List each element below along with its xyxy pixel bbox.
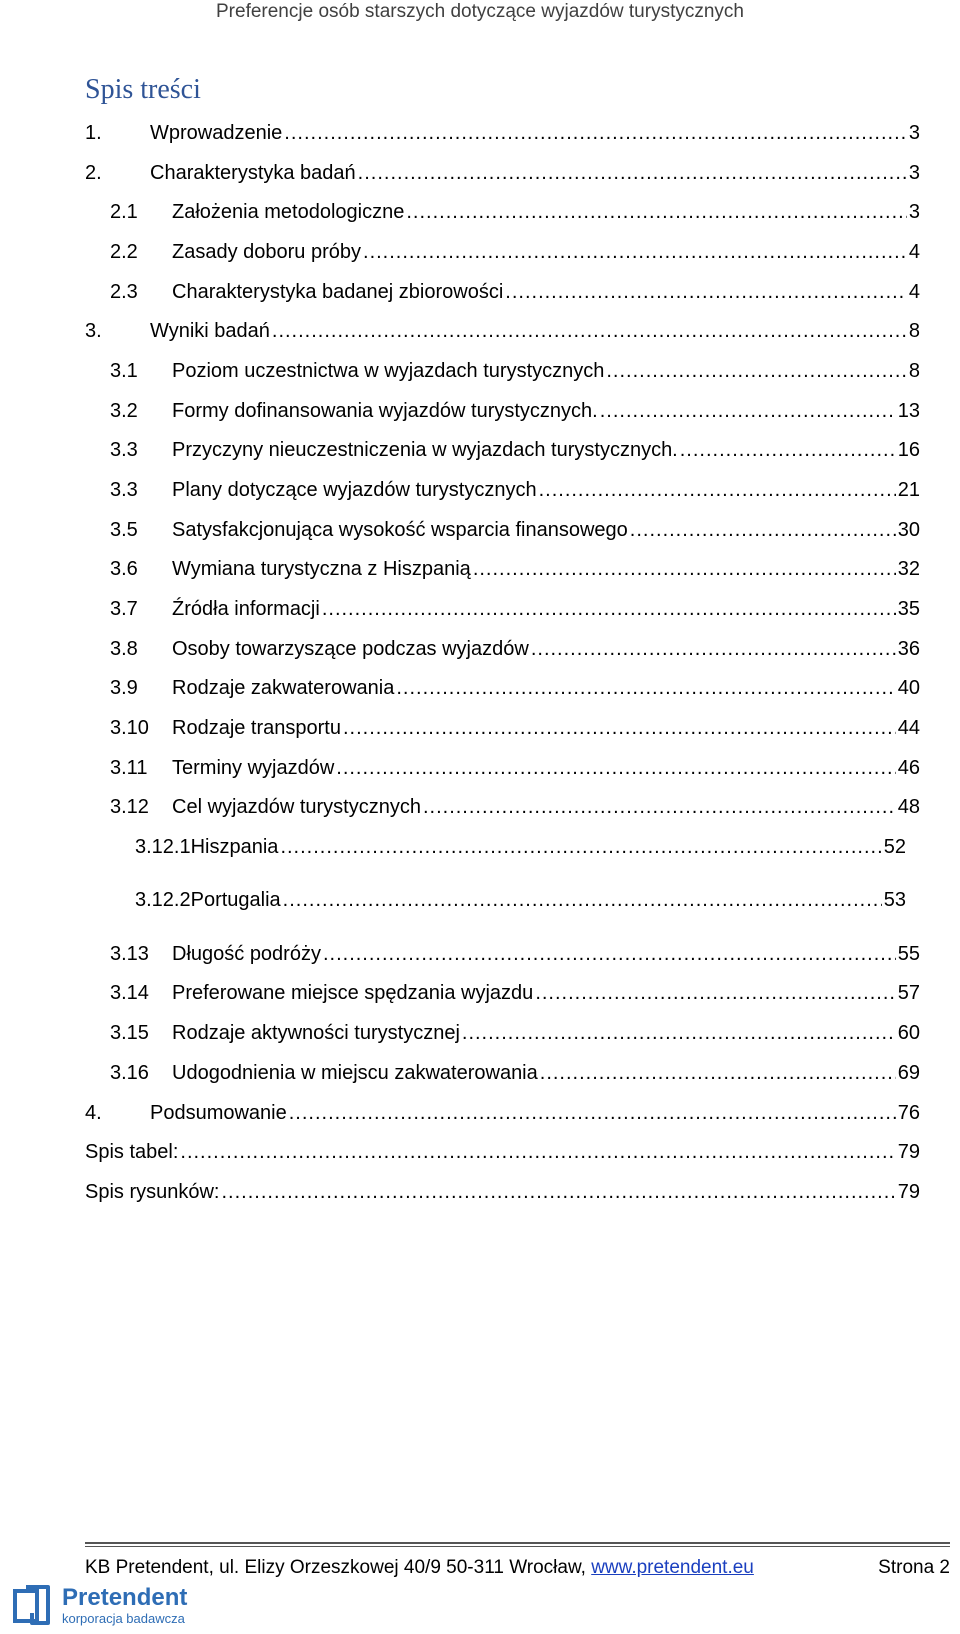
toc-entry-number: 2.1 <box>110 201 138 223</box>
toc-entry-page: 3 <box>908 122 920 144</box>
toc-entry-number: 3.14 <box>110 982 149 1004</box>
toc-entry-page: 3 <box>908 201 920 223</box>
toc-entry-title: Podsumowanie <box>150 1102 287 1124</box>
toc-entry-page: 16 <box>897 439 920 461</box>
toc-entry-number: 3.11 <box>110 757 148 779</box>
toc-leader-dots <box>473 553 896 585</box>
toc-entry[interactable] <box>110 977 920 1009</box>
toc-entry-page: 13 <box>897 400 920 422</box>
toc-entry-title: Poziom uczestnictwa w wyjazdach turystycznych <box>172 360 605 382</box>
toc-entry-page: 79 <box>897 1181 920 1203</box>
toc-entry[interactable] <box>85 1097 920 1129</box>
toc-entry[interactable] <box>110 791 920 823</box>
toc-entry-number: 3.12.1 <box>135 836 191 858</box>
logo-name: Pretendent <box>62 1584 188 1611</box>
toc-entry-number: 3.2 <box>110 400 138 422</box>
footer-page-number: Strona 2 <box>878 1557 950 1578</box>
toc-entry-number: 2.3 <box>110 281 138 303</box>
toc-entry-page: 76 <box>897 1102 920 1124</box>
toc-entry-title: Rodzaje aktywności turystycznej <box>172 1022 460 1044</box>
toc-entry-title: Spis rysunków: <box>85 1181 220 1203</box>
toc-entry-title: Portugalia <box>190 889 281 911</box>
toc-leader-dots <box>531 633 896 665</box>
pretendent-logo <box>12 1582 212 1630</box>
toc-leader-dots <box>280 831 881 863</box>
toc-entry-page: 48 <box>897 796 920 818</box>
toc-leader-dots <box>283 884 882 916</box>
toc-leader-dots <box>272 315 907 347</box>
toc-entry-number: 3.3 <box>110 479 138 501</box>
toc-entry[interactable] <box>110 276 920 308</box>
toc-entry-title: Rodzaje zakwaterowania <box>172 677 395 699</box>
toc-entry[interactable] <box>135 831 906 863</box>
toc-entry-number: 3.7 <box>110 598 138 620</box>
toc-entry-page: 46 <box>897 757 920 779</box>
toc-entry-number: 3.6 <box>110 558 138 580</box>
toc-entry[interactable] <box>135 884 906 916</box>
logo-subtitle: korporacja badawcza <box>62 1611 185 1626</box>
toc-entry-page: 60 <box>897 1022 920 1044</box>
toc-leader-dots <box>322 593 896 625</box>
toc-entry-title: Udogodnienia w miejscu zakwaterowania <box>172 1062 538 1084</box>
toc-entry-page: 21 <box>897 479 920 501</box>
toc-entry[interactable] <box>110 1057 920 1089</box>
toc-entry-title: Przyczyny nieuczestniczenia w wyjazdach turystycznych. <box>172 439 678 461</box>
toc-leader-dots <box>343 712 896 744</box>
toc-entry-title: Terminy wyjazdów <box>172 757 335 779</box>
toc-entry[interactable] <box>85 1136 920 1168</box>
toc-entry[interactable] <box>110 752 920 784</box>
toc-entry-page: 57 <box>897 982 920 1004</box>
toc-entry-title: Spis tabel: <box>85 1141 179 1163</box>
toc-leader-dots <box>540 1057 896 1089</box>
toc-entry-number: 3.16 <box>110 1062 149 1084</box>
toc-leader-dots <box>600 395 896 427</box>
toc-entry-page: 79 <box>897 1141 920 1163</box>
toc-entry-title: Zasady doboru próby <box>172 241 362 263</box>
toc-entry-page: 44 <box>897 717 920 739</box>
toc-entry[interactable] <box>110 514 920 546</box>
toc-entry-number: 3.10 <box>110 717 149 739</box>
toc-leader-dots <box>396 672 895 704</box>
toc-entry-number: 4. <box>85 1102 102 1124</box>
toc-entry-page: 8 <box>908 320 920 342</box>
toc-entry-title: Wyniki badań <box>150 320 270 342</box>
toc-entry-page: 8 <box>908 360 920 382</box>
footer-website-link[interactable]: www.pretendent.eu <box>591 1557 754 1578</box>
toc-entry-number: 2.2 <box>110 241 138 263</box>
toc-entry-title: Wprowadzenie <box>150 122 283 144</box>
toc-leader-dots <box>180 1136 895 1168</box>
toc-entry-page: 4 <box>908 241 920 263</box>
toc-entry-page: 69 <box>897 1062 920 1084</box>
toc-entry[interactable] <box>110 434 920 466</box>
toc-entry-page: 3 <box>908 162 920 184</box>
toc-entry-title: Preferowane miejsce spędzania wyjazdu <box>172 982 534 1004</box>
toc-entry-title: Osoby towarzyszące podczas wyjazdów <box>172 638 529 660</box>
toc-entry[interactable] <box>110 196 920 228</box>
toc-entry[interactable] <box>110 938 920 970</box>
toc-entry[interactable] <box>110 1017 920 1049</box>
toc-entry[interactable] <box>110 236 920 268</box>
toc-entry-title: Cel wyjazdów turystycznych <box>172 796 421 818</box>
toc-entry-page: 52 <box>883 836 906 858</box>
toc-entry[interactable] <box>110 355 920 387</box>
toc-entry-title: Charakterystyka badań <box>150 162 356 184</box>
toc-entry-number: 2. <box>85 162 102 184</box>
toc-entry-title: Rodzaje transportu <box>172 717 341 739</box>
toc-entry-number: 3.12.2 <box>135 889 191 911</box>
toc-leader-dots <box>289 1097 896 1129</box>
toc-entry-title: Wymiana turystyczna z Hiszpanią <box>172 558 471 580</box>
toc-leader-dots <box>680 434 896 466</box>
toc-entry[interactable] <box>110 672 920 704</box>
toc-entry-number: 3.5 <box>110 519 138 541</box>
toc-entry[interactable] <box>85 157 920 189</box>
toc-leader-dots <box>423 791 896 823</box>
toc-entry-number: 3.8 <box>110 638 138 660</box>
toc-entry[interactable] <box>110 633 920 665</box>
running-header: Preferencje osób starszych dotyczące wyjazdów turystycznych <box>216 1 744 22</box>
footer-divider-thick <box>85 1542 950 1544</box>
toc-entry-number: 3.3 <box>110 439 138 461</box>
toc-entry-title: Założenia metodologiczne <box>172 201 405 223</box>
toc-entry-title: Źródła informacji <box>172 598 320 620</box>
toc-leader-dots <box>539 474 896 506</box>
toc-entry-number: 3.12 <box>110 796 149 818</box>
toc-entry[interactable] <box>110 395 920 427</box>
toc-entry[interactable] <box>110 474 920 506</box>
toc-leader-dots <box>336 752 895 784</box>
toc-entry-page: 55 <box>897 943 920 965</box>
footer-address: KB Pretendent, ul. Elizy Orzeszkowej 40/9 50-311 Wrocław, <box>85 1557 592 1578</box>
toc-entry[interactable] <box>85 1176 920 1208</box>
page-footer <box>85 1554 950 1582</box>
toc-heading: Spis treści <box>85 74 201 105</box>
toc-leader-dots <box>284 117 907 149</box>
toc-leader-dots <box>606 355 907 387</box>
toc-entry-number: 3.15 <box>110 1022 149 1044</box>
toc-leader-dots <box>222 1176 896 1208</box>
toc-entry-page: 53 <box>883 889 906 911</box>
toc-entry-title: Długość podróży <box>172 943 321 965</box>
toc-leader-dots <box>462 1017 896 1049</box>
toc-leader-dots <box>363 236 907 268</box>
toc-leader-dots <box>630 514 896 546</box>
toc-leader-dots <box>535 977 895 1009</box>
toc-entry-page: 30 <box>897 519 920 541</box>
toc-entry-number: 1. <box>85 122 102 144</box>
toc-entry-title: Satysfakcjonująca wysokość wsparcia finansowego <box>172 519 628 541</box>
toc-leader-dots <box>505 276 907 308</box>
toc-entry[interactable] <box>110 712 920 744</box>
toc-leader-dots <box>406 196 907 228</box>
toc-entry[interactable] <box>110 553 920 585</box>
toc-entry-title: Hiszpania <box>190 836 279 858</box>
toc-entry-title: Plany dotyczące wyjazdów turystycznych <box>172 479 537 501</box>
toc-entry-number: 3. <box>85 320 102 342</box>
toc-entry[interactable] <box>110 593 920 625</box>
toc-leader-dots <box>358 157 907 189</box>
toc-leader-dots <box>323 938 896 970</box>
toc-entry-page: 35 <box>897 598 920 620</box>
toc-entry-page: 32 <box>897 558 920 580</box>
toc-entry-number: 3.1 <box>110 360 138 382</box>
toc-entry-title: Formy dofinansowania wyjazdów turystycznych. <box>172 400 598 422</box>
footer-divider-thin <box>85 1546 950 1547</box>
toc-entry-page: 4 <box>908 281 920 303</box>
toc-entry-title: Charakterystyka badanej zbiorowości <box>172 281 504 303</box>
pretendent-logo-icon <box>12 1583 54 1629</box>
toc-entry-page: 36 <box>897 638 920 660</box>
toc-entry[interactable] <box>85 117 920 149</box>
toc-entry-number: 3.9 <box>110 677 138 699</box>
toc-entry-page: 40 <box>897 677 920 699</box>
toc-entry-number: 3.13 <box>110 943 149 965</box>
toc-entry[interactable] <box>85 315 920 347</box>
footer-address-line <box>85 1554 754 1582</box>
